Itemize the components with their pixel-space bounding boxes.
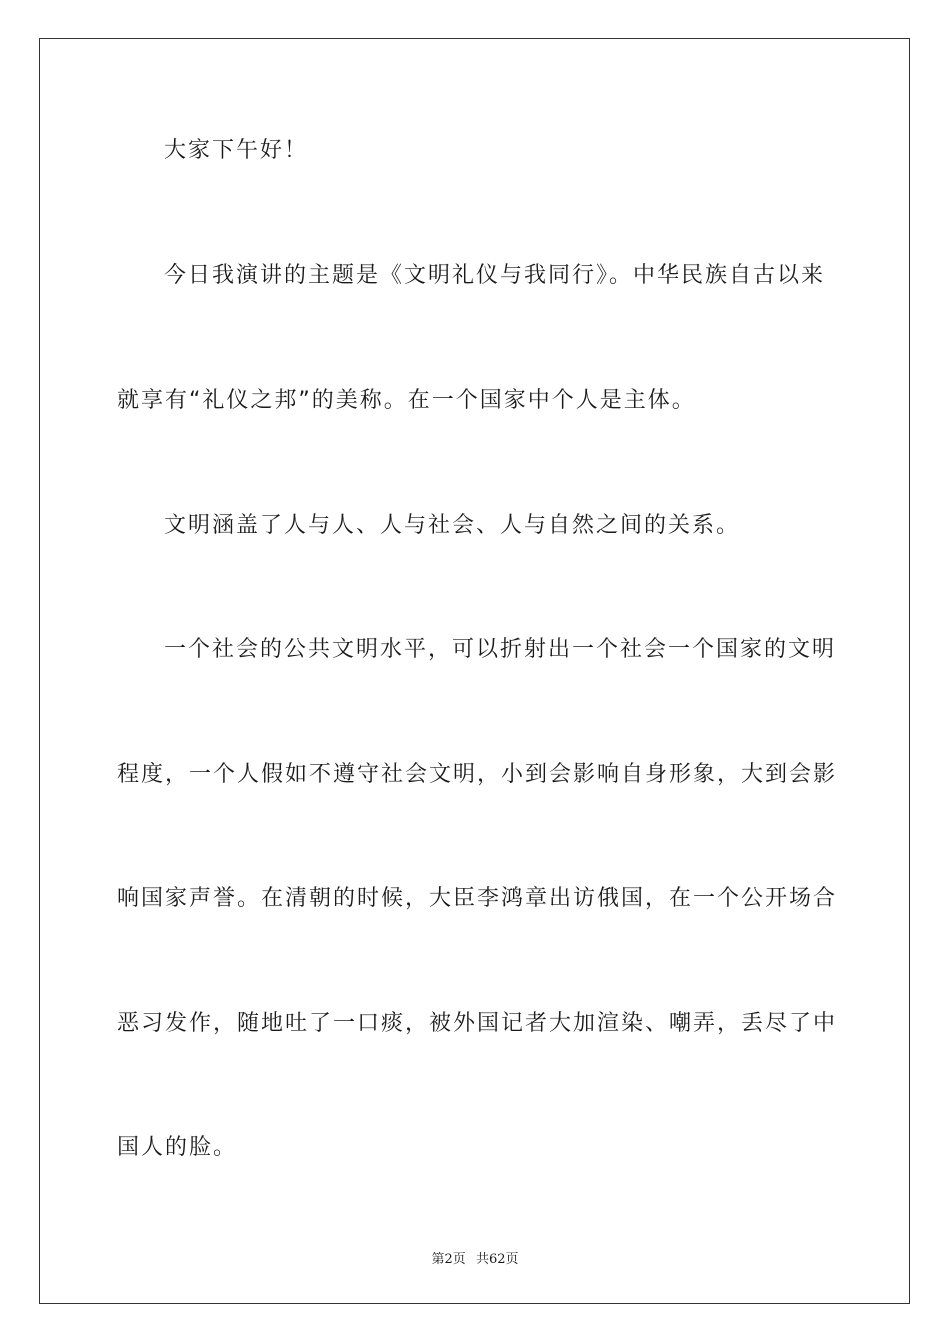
paragraph-line: 就享有“礼仪之邦”的美称。在一个国家中个人是主体。 (117, 388, 696, 413)
paragraph-line: 文明涵盖了人与人、人与社会、人与自然之间的关系。 (164, 513, 741, 538)
page-frame (39, 38, 910, 1304)
paragraph-line: 一个社会的公共文明水平，可以折射出一个社会一个国家的文明 (164, 637, 837, 662)
page-total: 共62页 (475, 1252, 519, 1267)
paragraph-line: 响国家声誉。在清朝的时候，大臣李鸿章出访俄国，在一个公开场合 (117, 886, 838, 911)
paragraph-line: 今日我演讲的主题是《文明礼仪与我同行》。中华民族自古以来 (164, 263, 826, 288)
paragraph-line: 恶习发作，随地吐了一口痰，被外国记者大加渲染、嘲弄，丢尽了中 (117, 1011, 838, 1036)
page-number: 第2页 (431, 1252, 466, 1267)
page-footer (0, 1248, 950, 1267)
paragraph-line: 程度，一个人假如不遵守社会文明，小到会影响自身形象，大到会影 (117, 762, 838, 787)
paragraph-line: 国人的脸。 (117, 1135, 238, 1160)
paragraph-greeting: 大家下午好！ (164, 138, 309, 163)
